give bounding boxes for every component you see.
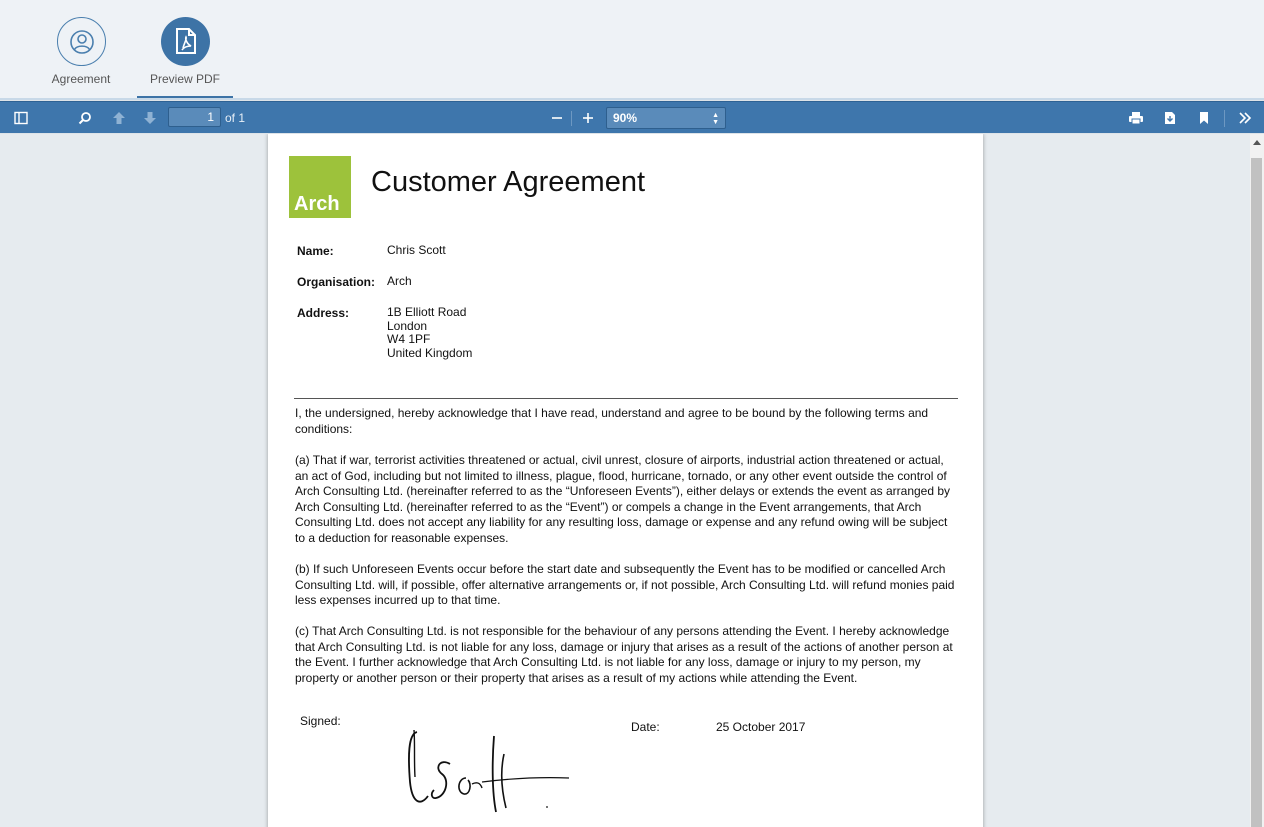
step-agreement[interactable] [33, 17, 129, 86]
name-label: Name: [297, 244, 334, 258]
document-title: Customer Agreement [371, 166, 646, 198]
date-label: Date: [631, 720, 660, 734]
address-line: London [387, 318, 428, 333]
pdf-file-icon [161, 17, 210, 66]
active-step-indicator [137, 96, 233, 98]
pdf-page [268, 134, 983, 827]
date-value: 25 October 2017 [716, 720, 806, 734]
wizard-steps [0, 0, 1264, 100]
step-preview-pdf[interactable] [137, 17, 233, 86]
select-arrows-icon: ▲ ▼ [712, 112, 719, 126]
address-label: Address: [297, 306, 350, 320]
logo-text: Arch [294, 193, 340, 215]
step-label: Agreement [51, 72, 111, 86]
zoom-in-icon[interactable] [577, 107, 599, 129]
bookmark-icon[interactable] [1193, 107, 1215, 129]
zoom-out-icon[interactable] [546, 107, 568, 129]
print-icon[interactable] [1125, 107, 1147, 129]
download-icon[interactable] [1159, 107, 1181, 129]
page-number-input[interactable]: 1 [168, 107, 221, 127]
organisation-label: Organisation: [297, 275, 376, 289]
divider-line [294, 398, 958, 399]
intro-paragraph: I, the undersigned, hereby acknowledge that I have read, understand and agree to be bound by the following terms and conditions: [295, 406, 929, 436]
scrollbar-thumb[interactable] [1251, 158, 1262, 827]
name-value: Chris Scott [387, 243, 446, 257]
clause-a: (a) That if war, terrorist activities threatened or actual, civil unrest, closure of airports, industrial action threatened or actual, an act of God, including but not limited to illness, plague, flood, hurricane, tornado, or any other event outside the control of Arch Consulting Ltd. (hereinafter referred to as the “Unforeseen Events”), either delays or extends the event as arranged by Arch Consulting Ltd. (hereinafter referred to as the “Event”) or compels a change in the Event arrangements, that Arch Consulting Ltd. does not accept any liability for any resulting loss, damage or expense and any refund owing will be subject to a deduction for reasonable expenses. [295, 453, 951, 545]
address-line: 1B Elliott Road [387, 305, 467, 319]
address-line: United Kingdom [387, 345, 473, 360]
search-icon[interactable] [74, 107, 96, 129]
scroll-up-arrow-icon[interactable] [1253, 140, 1261, 145]
pdf-toolbar [0, 101, 1264, 133]
arch-logo [289, 156, 351, 218]
user-circle-icon [57, 17, 106, 66]
zoom-value: 90% [613, 111, 638, 125]
toolbar-divider [1224, 110, 1225, 127]
next-page-icon[interactable] [139, 107, 161, 129]
signed-label: Signed: [300, 714, 341, 728]
pdf-viewer[interactable] [0, 134, 1264, 827]
page-count: of 1 [225, 111, 246, 125]
clause-c: (c) That Arch Consulting Ltd. is not responsible for the behaviour of any persons attending the Event. I hereby acknowledge that Arch Consulting Ltd. is not liable for any loss, damage or injury that arises as a result of the actions of another person at the Event. I further acknowledge that Arch Consulting Ltd. is not liable for any loss, damage or injury to my person, my property or another person or their property that arises as a result of my actions while attending the Event. [295, 624, 953, 685]
address-line: W4 1PF [387, 332, 431, 346]
more-tools-icon[interactable] [1234, 107, 1256, 129]
previous-page-icon[interactable] [108, 107, 130, 129]
organisation-value: Arch [387, 274, 412, 288]
step-label: Preview PDF [149, 72, 220, 86]
clause-b: (b) If such Unforeseen Events occur before the start date and subsequently the Event has to be modified or cancelled Arch Consulting Ltd. will, if possible, offer alternative arrangements or, if not possible, Arch Consulting Ltd. will refund monies paid less expenses incurred up to that time. [295, 562, 955, 607]
zoom-select[interactable] [606, 107, 726, 129]
address-value [387, 306, 472, 360]
toolbar-divider [571, 111, 572, 126]
handwritten-signature [384, 722, 624, 817]
sidebar-toggle-icon[interactable] [10, 107, 32, 129]
